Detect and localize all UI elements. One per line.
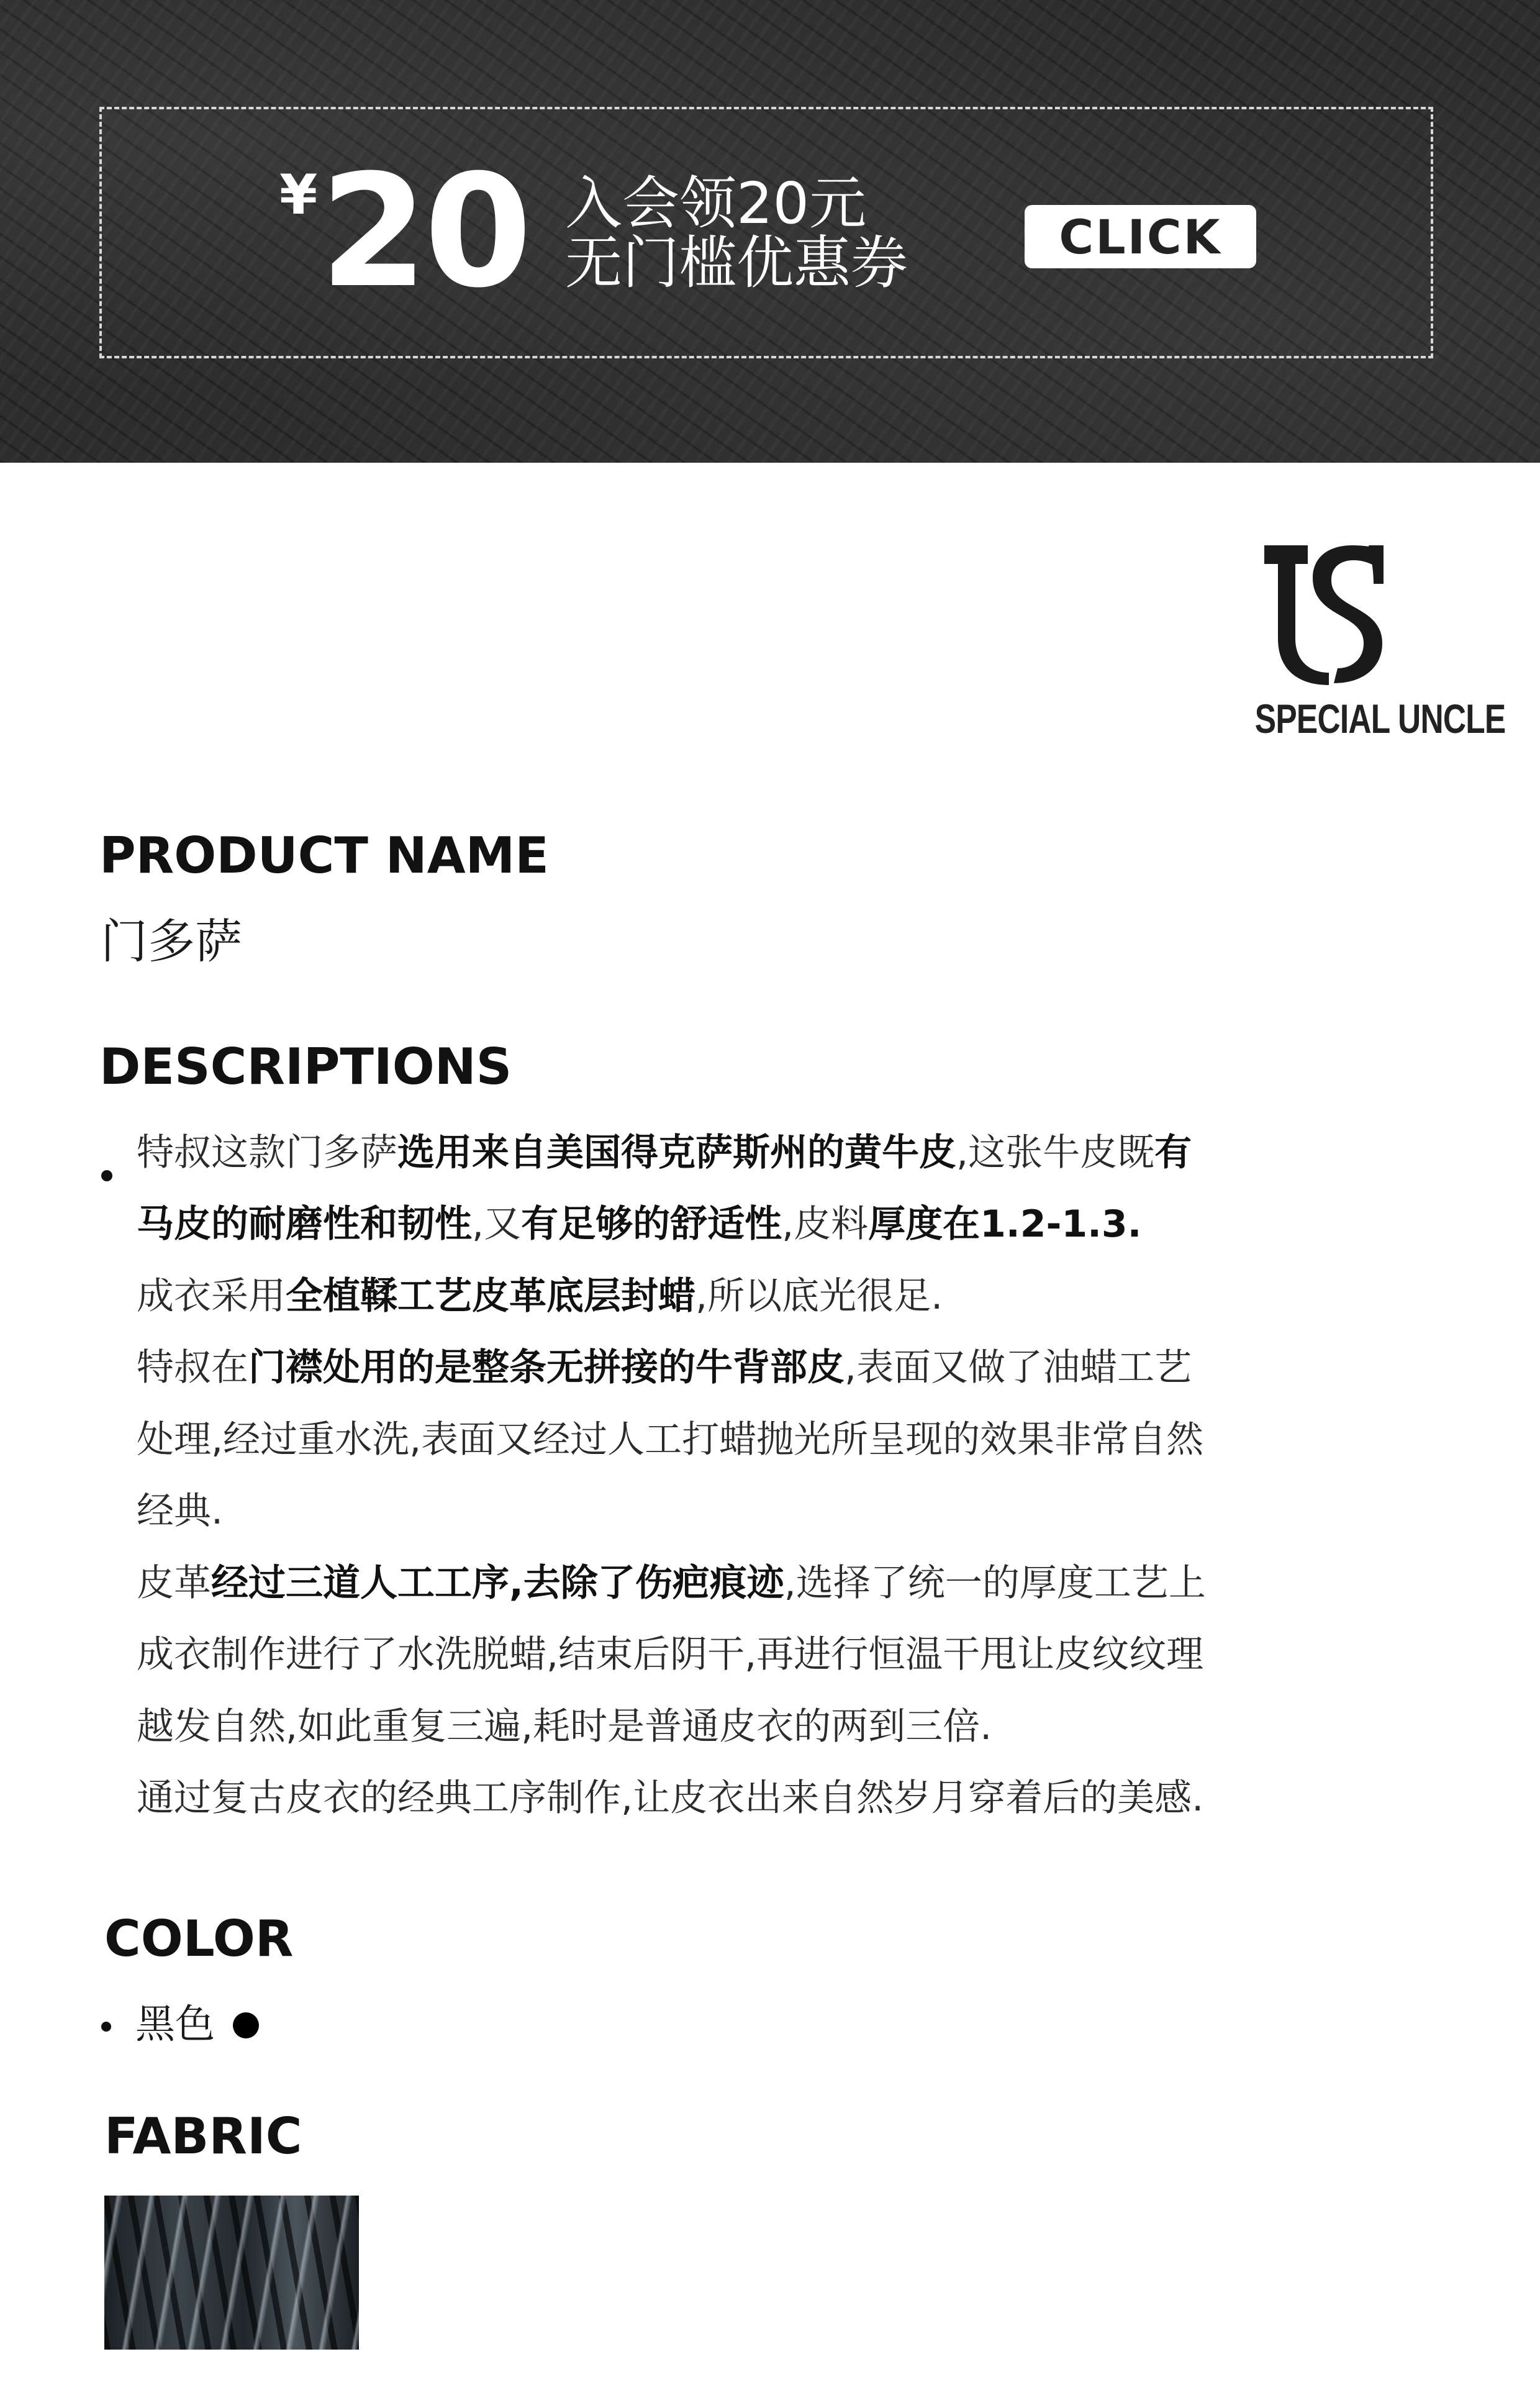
color-swatch [233, 2012, 259, 2038]
description-line [137, 1131, 1192, 1174]
description-bold-text: 有足够的舒适性 [521, 1202, 782, 1246]
fabric-swatch-image [104, 2196, 359, 2350]
description-line [137, 1418, 1204, 1461]
description-line [137, 1561, 1206, 1605]
description-text-run: ,表面又做了油蜡工艺 [845, 1346, 1192, 1389]
brand-name: SPECIAL UNCLE [1254, 696, 1506, 742]
description-text-run: ,选择了统一的厚度工艺上 [784, 1561, 1206, 1605]
coupon-text-line2: 无门槛优惠券 [565, 230, 908, 296]
description-bold-text: 选用来自美国得克萨斯州的黄牛皮 [397, 1131, 956, 1174]
product-name-heading: PRODUCT NAME [99, 827, 549, 884]
description-text-run: ,所以底光很足. [695, 1274, 943, 1318]
coupon-text-line1: 入会领20元 [565, 170, 867, 237]
description-bold-text: 马皮的耐磨性和韧性 [137, 1202, 472, 1246]
description-bold-text: 厚度在1.2-1.3. [868, 1202, 1142, 1246]
description-text-run: 通过复古皮衣的经典工序制作,让皮衣出来自然岁月穿着后的美感. [137, 1776, 1204, 1820]
description-text-run: 经典. [137, 1489, 224, 1533]
description-text-run: 成衣制作进行了水洗脱蜡,结束后阴干,再进行恒温干甩让皮纹纹理 [137, 1633, 1204, 1676]
description-line [137, 1633, 1204, 1676]
description-text-run: 成衣采用 [137, 1274, 286, 1318]
description-line [137, 1274, 943, 1318]
coupon-banner [0, 0, 1540, 463]
description-text-run: 皮革 [137, 1561, 211, 1605]
description-text-run: ,又 [472, 1202, 522, 1246]
description-bullet [101, 1170, 112, 1181]
color-bullet [101, 2022, 111, 2032]
description-text-run: ,皮料 [782, 1202, 869, 1246]
description-text-run: 处理,经过重水洗,表面又经过人工打蜡抛光所呈现的效果非常自然 [137, 1418, 1204, 1461]
description-text-run: ,这张牛皮既 [956, 1131, 1155, 1174]
description-bold-text: 门襟处用的是整条无拼接的牛背部皮 [248, 1346, 845, 1389]
product-name-value: 门多萨 [101, 914, 242, 969]
description-line [137, 1705, 992, 1748]
color-name: 黑色 [135, 2002, 215, 2048]
description-text-run: 越发自然,如此重复三遍,耗时是普通皮衣的两到三倍. [137, 1705, 992, 1748]
description-bold-text: 经过三道人工工序,去除了伤疤痕迹 [211, 1561, 784, 1605]
description-line [137, 1489, 224, 1533]
color-heading: COLOR [104, 1910, 294, 1968]
coupon-amount: 20 [320, 141, 528, 322]
description-bold-text: 全植鞣工艺皮革底层封蜡 [286, 1274, 695, 1318]
description-bold-text: 有 [1154, 1131, 1192, 1174]
claim-coupon-button[interactable]: CLICK [1025, 205, 1256, 268]
description-line [137, 1202, 1142, 1246]
description-line [137, 1776, 1204, 1820]
fabric-heading: FABRIC [104, 2107, 302, 2165]
su-monogram-icon [1259, 545, 1384, 685]
descriptions-heading: DESCRIPTIONS [99, 1038, 512, 1096]
description-text-run: 特叔这款门多萨 [137, 1131, 397, 1174]
coupon-currency: ¥ [279, 163, 318, 227]
description-line [137, 1346, 1192, 1389]
description-text-run: 特叔在 [137, 1346, 248, 1389]
